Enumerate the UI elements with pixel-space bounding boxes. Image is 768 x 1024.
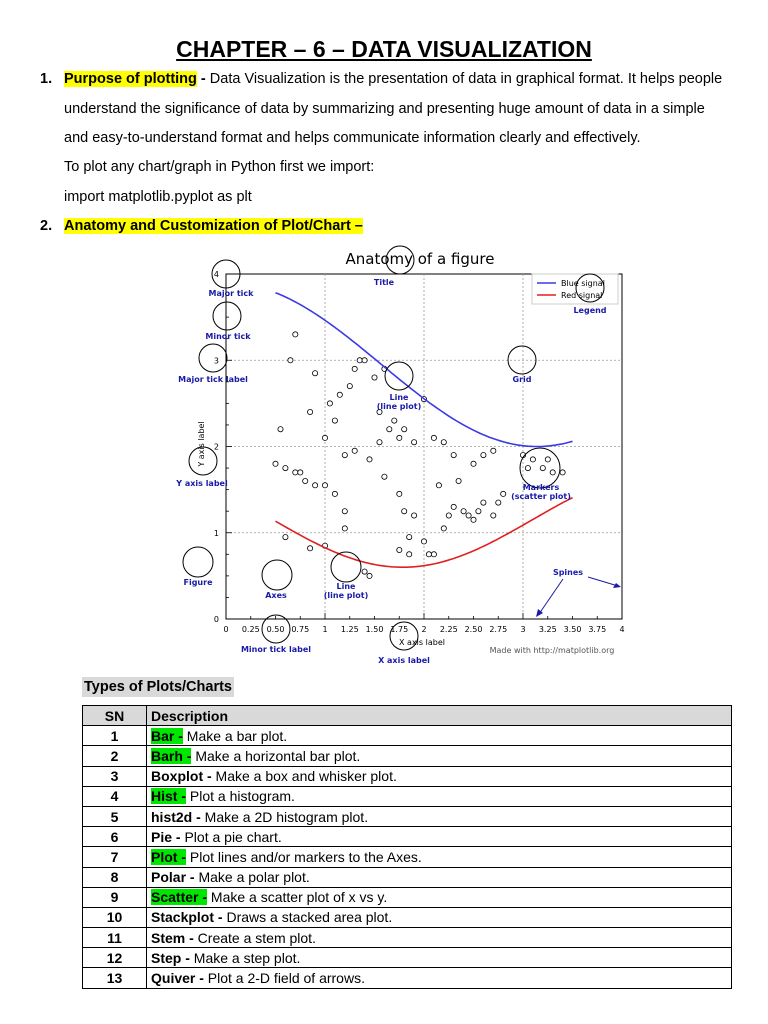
scatter-marker (382, 474, 387, 479)
section-1-line-1 (40, 70, 722, 88)
plot-keyword: Plot - (151, 848, 186, 865)
annotation-circles (183, 246, 607, 650)
row-sn: 6 (83, 827, 147, 847)
scatter-marker (377, 440, 382, 445)
scatter-markers (273, 332, 565, 579)
y-tick-label: 0 (213, 615, 219, 624)
scatter-marker (501, 491, 506, 496)
plot-types-table (82, 705, 732, 989)
scatter-marker (362, 358, 367, 363)
table-row (83, 806, 732, 826)
table-row (83, 907, 732, 927)
scatter-marker (461, 509, 466, 514)
x-axis-label: X axis label (399, 638, 445, 647)
legend (532, 274, 618, 304)
x-tick-label: 0 (223, 625, 229, 634)
scatter-marker (283, 535, 288, 540)
x-tick-label: 2 (421, 625, 427, 634)
row-description (147, 726, 732, 746)
row-description (147, 928, 732, 948)
scatter-marker (407, 552, 412, 557)
plot-keyword: Stem - (151, 929, 194, 946)
scatter-marker (293, 332, 298, 337)
scatter-marker (293, 470, 298, 475)
plot-keyword: Scatter - (151, 889, 208, 906)
scatter-marker (283, 466, 288, 471)
x-tick-label: 0.50 (266, 625, 285, 634)
scatter-marker (288, 358, 293, 363)
scatter-marker (451, 453, 456, 458)
scatter-marker (466, 513, 471, 518)
plot-keyword: Quiver - (151, 970, 204, 987)
annot-markers-1: Markers (522, 483, 560, 492)
annot-markers-2: (scatter plot) (511, 492, 571, 501)
row-description (147, 847, 732, 867)
row-description (147, 968, 732, 988)
scatter-marker (446, 513, 451, 518)
annot-red-line-2: (line plot) (323, 591, 369, 600)
anatomy-figure (170, 244, 635, 668)
scatter-marker (308, 546, 313, 551)
row-sn: 9 (83, 887, 147, 907)
scatter-marker (322, 483, 327, 488)
annotation-labels (175, 278, 607, 665)
y-axis-label: Y axis label (197, 421, 206, 467)
spines-arrow-1 (539, 579, 563, 614)
scatter-marker (322, 435, 327, 440)
section-1-text-2: understand the significance of data by summarizing and presenting huge amount of data in a simple (64, 101, 705, 117)
annot-red-line-1: Line (336, 582, 356, 591)
annot-title: Title (373, 278, 395, 287)
blue-line-circle (385, 362, 413, 390)
table-row (83, 786, 732, 806)
x-tick-label: 2.75 (489, 625, 508, 634)
table-row (83, 867, 732, 887)
plot-description: Draws a stacked area plot. (222, 909, 393, 926)
plot-keyword: Barh - (151, 747, 192, 764)
scatter-marker (402, 509, 407, 514)
plot-description: Make a box and whisker plot. (211, 768, 397, 785)
scatter-marker (456, 478, 461, 483)
scatter-marker (540, 466, 545, 471)
row-sn: 7 (83, 847, 147, 867)
scatter-marker (342, 453, 347, 458)
scatter-marker (352, 366, 357, 371)
scatter-marker (397, 547, 402, 552)
scatter-marker (471, 517, 476, 522)
section-2-heading: Anatomy and Customization of Plot/Chart – (64, 218, 363, 234)
scatter-marker (496, 500, 501, 505)
scatter-marker (431, 552, 436, 557)
legend-red-label: Red signal (561, 291, 603, 300)
scatter-marker (441, 440, 446, 445)
section-1-text-5: import matplotlib.pyplot as plt (64, 189, 252, 205)
plot-keyword: Bar - (151, 727, 183, 744)
row-sn: 2 (83, 746, 147, 766)
section-1-text-4: To plot any chart/graph in Python first we import: (64, 159, 375, 175)
scatter-marker (471, 461, 476, 466)
annot-blue-line-2: (line plot) (376, 402, 422, 411)
row-sn: 4 (83, 786, 147, 806)
row-description (147, 786, 732, 806)
table-row (83, 968, 732, 988)
plot-description: Plot a pie chart. (180, 828, 282, 845)
header-description: Description (147, 706, 732, 726)
table-row (83, 928, 732, 948)
scatter-marker (481, 453, 486, 458)
scatter-marker (308, 409, 313, 414)
annot-legend: Legend (573, 306, 607, 315)
row-sn: 13 (83, 968, 147, 988)
scatter-marker (426, 552, 431, 557)
scatter-marker (367, 457, 372, 462)
scatter-marker (525, 466, 530, 471)
table-row (83, 766, 732, 786)
scatter-marker (421, 539, 426, 544)
scatter-marker (397, 491, 402, 496)
scatter-marker (313, 371, 318, 376)
scatter-marker (397, 435, 402, 440)
section-1-dash: - (196, 71, 206, 87)
annot-minor-tick-label: Minor tick label (240, 645, 312, 654)
x-tick-label: 3 (520, 625, 526, 634)
annot-figure: Figure (183, 578, 213, 587)
scatter-marker (313, 483, 318, 488)
spines-arrow-head-2 (613, 583, 621, 588)
spines-arrows (536, 577, 621, 617)
annot-major-tick-label: Major tick label (178, 375, 248, 384)
section-1-number: 1. (40, 71, 53, 87)
scatter-marker (476, 509, 481, 514)
scatter-marker (412, 513, 417, 518)
scatter-marker (327, 401, 332, 406)
row-description (147, 766, 732, 786)
scatter-marker (481, 500, 486, 505)
section-2-line (40, 217, 363, 235)
plot-description: Make a bar plot. (182, 727, 288, 744)
plot-keyword: Hist - (151, 788, 186, 805)
scatter-marker (550, 470, 555, 475)
scatter-marker (352, 448, 357, 453)
scatter-marker (545, 457, 550, 462)
x-tick-labels (223, 625, 624, 634)
x-tick-label: 3.75 (588, 625, 607, 634)
annot-blue-line-1: Line (389, 393, 409, 402)
row-description (147, 948, 732, 968)
plot-keyword: hist2d - (151, 808, 201, 825)
row-sn: 5 (83, 806, 147, 826)
annot-y-axis-label: Y axis label (176, 479, 228, 488)
legend-blue-label: Blue signal (561, 279, 605, 288)
plot-description: Plot lines and/or markers to the Axes. (186, 848, 422, 865)
annot-grid: Grid (512, 375, 532, 384)
row-sn: 11 (83, 928, 147, 948)
scatter-marker (402, 427, 407, 432)
x-tick-label: 1.50 (365, 625, 384, 634)
row-sn: 1 (83, 726, 147, 746)
plot-description: Make a polar plot. (194, 869, 310, 886)
scatter-marker (412, 440, 417, 445)
plot-description: Plot a histogram. (186, 788, 295, 805)
minor-tick-circle (213, 302, 241, 330)
header-sn: SN (83, 706, 147, 726)
x-tick-label: 2.50 (464, 625, 483, 634)
scatter-marker (392, 418, 397, 423)
row-description (147, 907, 732, 927)
plot-description: Plot a 2-D field of arrows. (203, 970, 365, 987)
scatter-marker (278, 427, 283, 432)
plot-keyword: Polar - (151, 869, 195, 886)
x-tick-label: 4 (619, 625, 625, 634)
table-caption: Types of Plots/Charts (84, 679, 232, 695)
plot-description: Make a horizontal bar plot. (191, 747, 361, 764)
annot-x-axis-label: X axis label (378, 656, 430, 665)
table-row (83, 746, 732, 766)
scatter-marker (491, 448, 496, 453)
row-description (147, 746, 732, 766)
x-tick-label: 3.25 (538, 625, 557, 634)
scatter-marker (441, 526, 446, 531)
credit-text: Made with http://matplotlib.org (489, 646, 615, 655)
x-tick-label: 3.50 (563, 625, 582, 634)
x-tick-label: 1.25 (340, 625, 359, 634)
scatter-marker (530, 457, 535, 462)
plot-keyword: Boxplot - (151, 768, 212, 785)
x-tick-label: 1 (322, 625, 328, 634)
figure-title: Anatomy of a figure (345, 250, 495, 268)
annot-minor-tick: Minor tick (205, 332, 251, 341)
row-sn: 12 (83, 948, 147, 968)
scatter-marker (342, 509, 347, 514)
row-sn: 3 (83, 766, 147, 786)
table-body (83, 726, 732, 988)
axes-circle (262, 560, 292, 590)
y-tick-label: 1 (213, 528, 219, 538)
scatter-marker (357, 358, 362, 363)
row-description (147, 887, 732, 907)
scatter-marker (347, 384, 352, 389)
scatter-marker (273, 461, 278, 466)
scatter-marker (491, 513, 496, 518)
annot-axes: Axes (265, 591, 287, 600)
plot-keyword: Stackplot - (151, 909, 223, 926)
annot-major-tick: Major tick (208, 289, 254, 298)
scatter-marker (303, 478, 308, 483)
scatter-marker (362, 569, 367, 574)
scatter-marker (387, 427, 392, 432)
scatter-marker (337, 392, 342, 397)
scatter-marker (560, 470, 565, 475)
x-tick-label: 1.75 (390, 625, 409, 634)
table-header-row (83, 706, 732, 726)
scatter-marker (367, 573, 372, 578)
row-description (147, 806, 732, 826)
scatter-marker (451, 504, 456, 509)
table-row (83, 847, 732, 867)
plot-keyword: Step - (151, 949, 190, 966)
plot-description: Make a scatter plot of x vs y. (207, 889, 388, 906)
anatomy-figure-svg (170, 244, 635, 668)
figure-circle (183, 547, 213, 577)
section-1-text-3: and easy-to-understand format and helps communicate information clearly and effectively. (64, 130, 641, 146)
row-sn: 10 (83, 907, 147, 927)
plot-description: Make a 2D histogram plot. (200, 808, 369, 825)
y-tick-label: 4 (213, 270, 219, 279)
x-tick-label: 0.75 (291, 625, 310, 634)
row-description (147, 867, 732, 887)
x-tick-label: 2.25 (439, 625, 458, 634)
scatter-marker (332, 491, 337, 496)
scatter-marker (342, 526, 347, 531)
table-row (83, 726, 732, 746)
row-description (147, 827, 732, 847)
scatter-marker (372, 375, 377, 380)
table-row (83, 827, 732, 847)
plot-description: Make a step plot. (189, 949, 301, 966)
page-title: CHAPTER – 6 – DATA VISUALIZATION (176, 36, 592, 62)
scatter-marker (436, 483, 441, 488)
scatter-marker (431, 435, 436, 440)
x-tick-label: 0.25 (241, 625, 260, 634)
section-1-heading: Purpose of plotting (64, 71, 197, 87)
y-tick-label: 2 (213, 442, 219, 452)
scatter-marker (407, 535, 412, 540)
annot-spines: Spines (552, 568, 584, 577)
section-1-text-1: Data Visualization is the presentation of data in graphical format. It helps people (205, 71, 723, 87)
row-sn: 8 (83, 867, 147, 887)
y-tick-label: 3 (213, 356, 219, 366)
scatter-marker (298, 470, 303, 475)
spines-arrow-2 (588, 577, 618, 586)
plot-keyword: Pie - (151, 828, 181, 845)
section-2-number: 2. (40, 218, 53, 234)
table-row (83, 948, 732, 968)
scatter-marker (332, 418, 337, 423)
table-row (83, 887, 732, 907)
plot-description: Create a stem plot. (193, 929, 316, 946)
